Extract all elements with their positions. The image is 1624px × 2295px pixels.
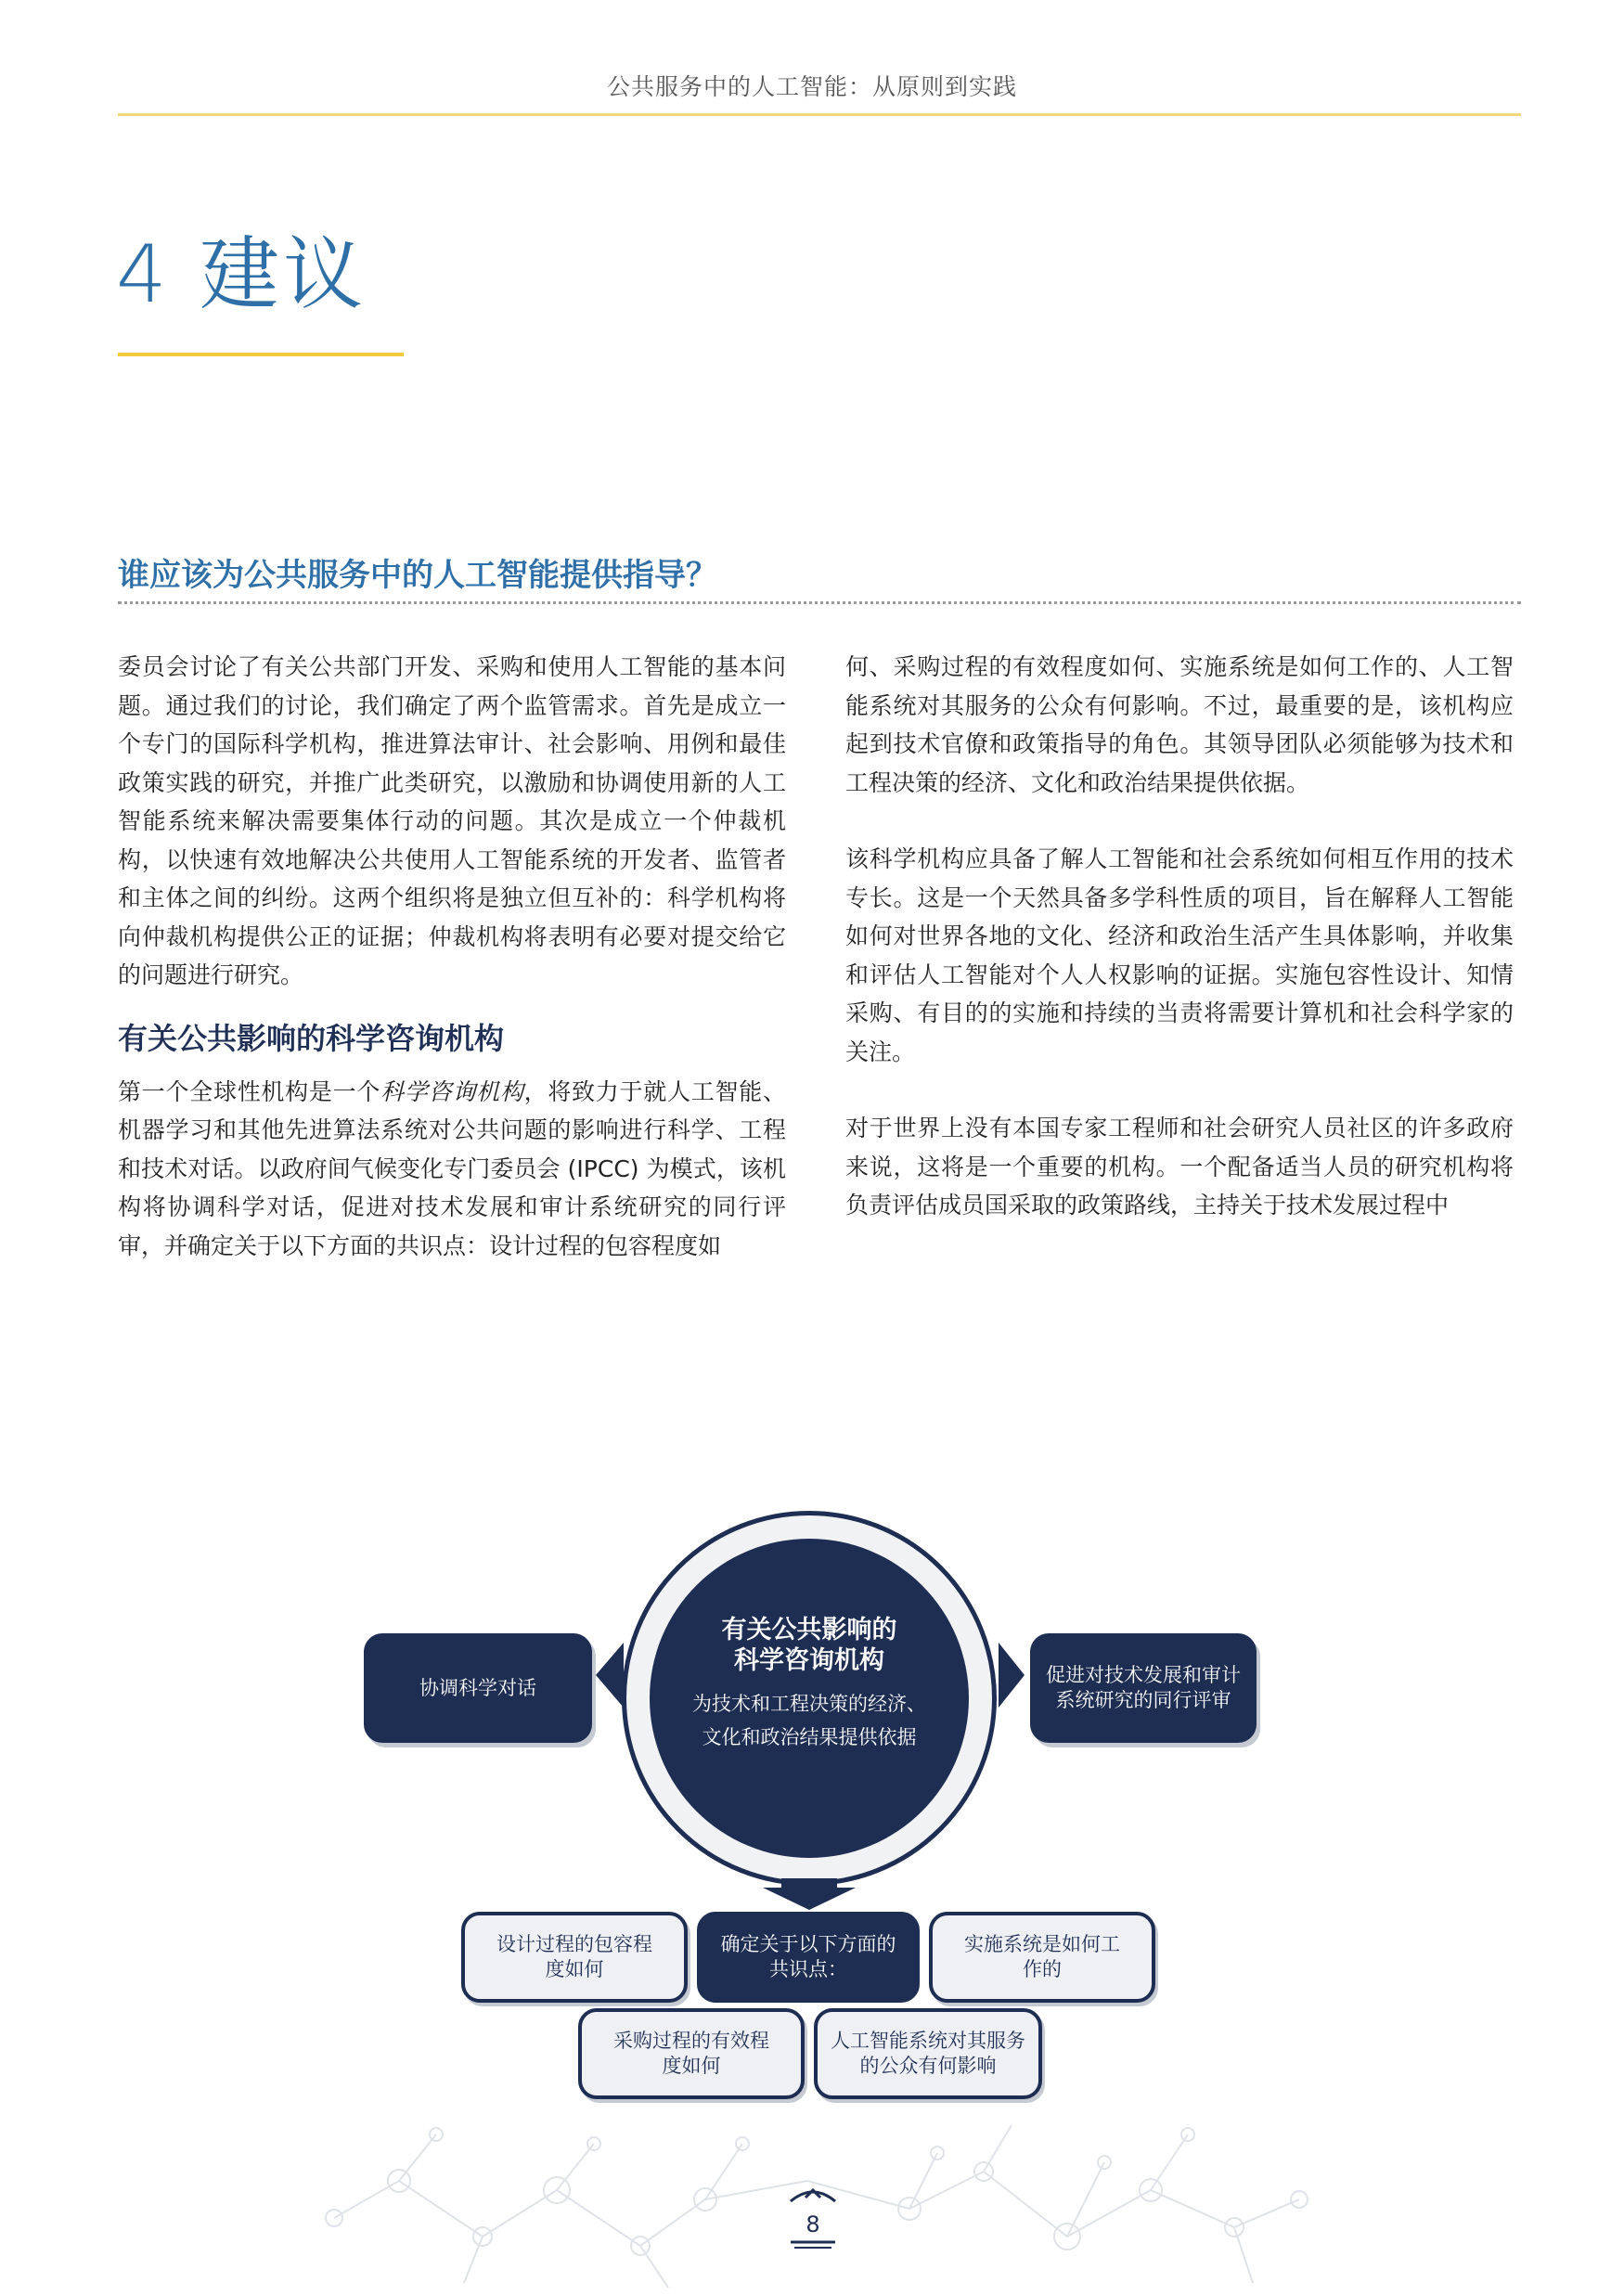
box-label: 人工智能系统对其服务 [831,2030,1025,2052]
subsection-heading: 有关公共影响的科学咨询机构 [118,1020,505,1056]
paragraph-text: 第一个全球性机构是一个 [118,1077,381,1105]
center-sub-line: 文化和政治结果提供依据 [702,1726,917,1748]
paragraph-intro: 委员会讨论了有关公共部门开发、采购和使用人工智能的基本问题。通过我们的讨论，我们确定了两个监管需求。首先是成立一个专门的国际科学机构，推进算法审计、社会影响、用例和最佳政策实践的研究，并推广此类研究，以激励和协调使用新的人工智能系统来解决需要集体行动的问题。其次是成立一个仲裁机构，以快速有效地解决公共使用人工智能系统的开发者、监管者和主体之间的纠纷。这两个组织将是独立但互补的：科学机构将向仲裁机构提供公正的证据；仲裁机构将表明有必要对提交给它的问题进行研究。 [118,653,786,988]
center-sub-line: 为技术和工程决策的经济、 [692,1693,926,1715]
arrow-left-icon [596,1643,624,1708]
box-label: 度如何 [545,1958,604,1980]
box-public-impact [814,2008,1042,2099]
box-label: 协调科学对话 [419,1676,536,1699]
box-label: 采购过程的有效程 [613,2030,769,2052]
box-label: 实施系统是如何工 [964,1933,1120,1955]
arrow-right-icon [999,1643,1025,1708]
emphasis-term: 科学咨询机构 [380,1077,524,1105]
paragraph-continuation: 何、采购过程的有效程度如何、实施系统是如何工作的、人工智能系统对其服务的公众有何影响。不过，最重要的是，该机构应起到技术官僚和政策指导的角色。其领导团队必须能够为技术和工程决策的经济、文化和政治结果提供依据。 [845,653,1514,796]
chapter-title: 4 建议 [116,228,367,321]
center-title-line: 科学咨询机构 [734,1646,884,1675]
box-implementation [929,1912,1155,2003]
paragraph-text: ，将致力于就人工智能、机器学习和其他先进算法系统对公共问题的影响进行科学、工程和技术对话。以政府间气候变化专门委员会 (IPCC) 为模式，该机构将协调科学对话，促进对技术发展和审计系统研究的同行评审，并确定关于以下方面的共识点：设计过程的包容程度如 [118,1077,786,1259]
box-procurement [578,2008,805,2099]
arrow-down-icon [763,1878,856,1910]
box-coordinate-dialogue [364,1633,592,1743]
box-label: 作的 [1023,1958,1062,1980]
box-label: 促进对技术发展和审计 [1046,1664,1241,1686]
running-header: 公共服务中的人工智能：从原则到实践 [606,73,1017,100]
box-label: 设计过程的包容程 [496,1933,652,1955]
paragraph-expertise: 该科学机构应具备了解人工智能和社会系统如何相互作用的技术专长。这是一个天然具备多学科性质的项目，旨在解释人工智能如何对世界各地的文化、经济和政治生活产生具体影响，并收集和评估人工智能对个人人权影响的证据。实施包容性设计、知情采购、有目的的实施和持续的当责将需要计算机和社会科学家的关注。 [845,845,1514,1065]
box-consensus-points [697,1912,920,2003]
box-label: 系统研究的同行评审 [1055,1689,1231,1711]
box-peer-review [1030,1633,1257,1743]
section-heading: 谁应该为公共服务中的人工智能提供指导？ [118,557,717,594]
page-number: 8 [806,2211,820,2237]
box-label: 共识点： [769,1958,847,1980]
box-label: 确定关于以下方面的 [720,1933,896,1955]
paragraph-importance: 对于世界上没有本国专家工程师和社会研究人员社区的许多政府来说，这将是一个重要的机构。一个配备适当人员的研究机构将负责评估成员国采取的政策路线，主持关于技术发展过程中 [845,1115,1514,1218]
box-label: 度如何 [662,2055,721,2077]
box-label: 的公众有何影响 [859,2055,997,2077]
box-design-inclusiveness [461,1912,688,2003]
center-title-line: 有关公共影响的 [721,1616,897,1644]
